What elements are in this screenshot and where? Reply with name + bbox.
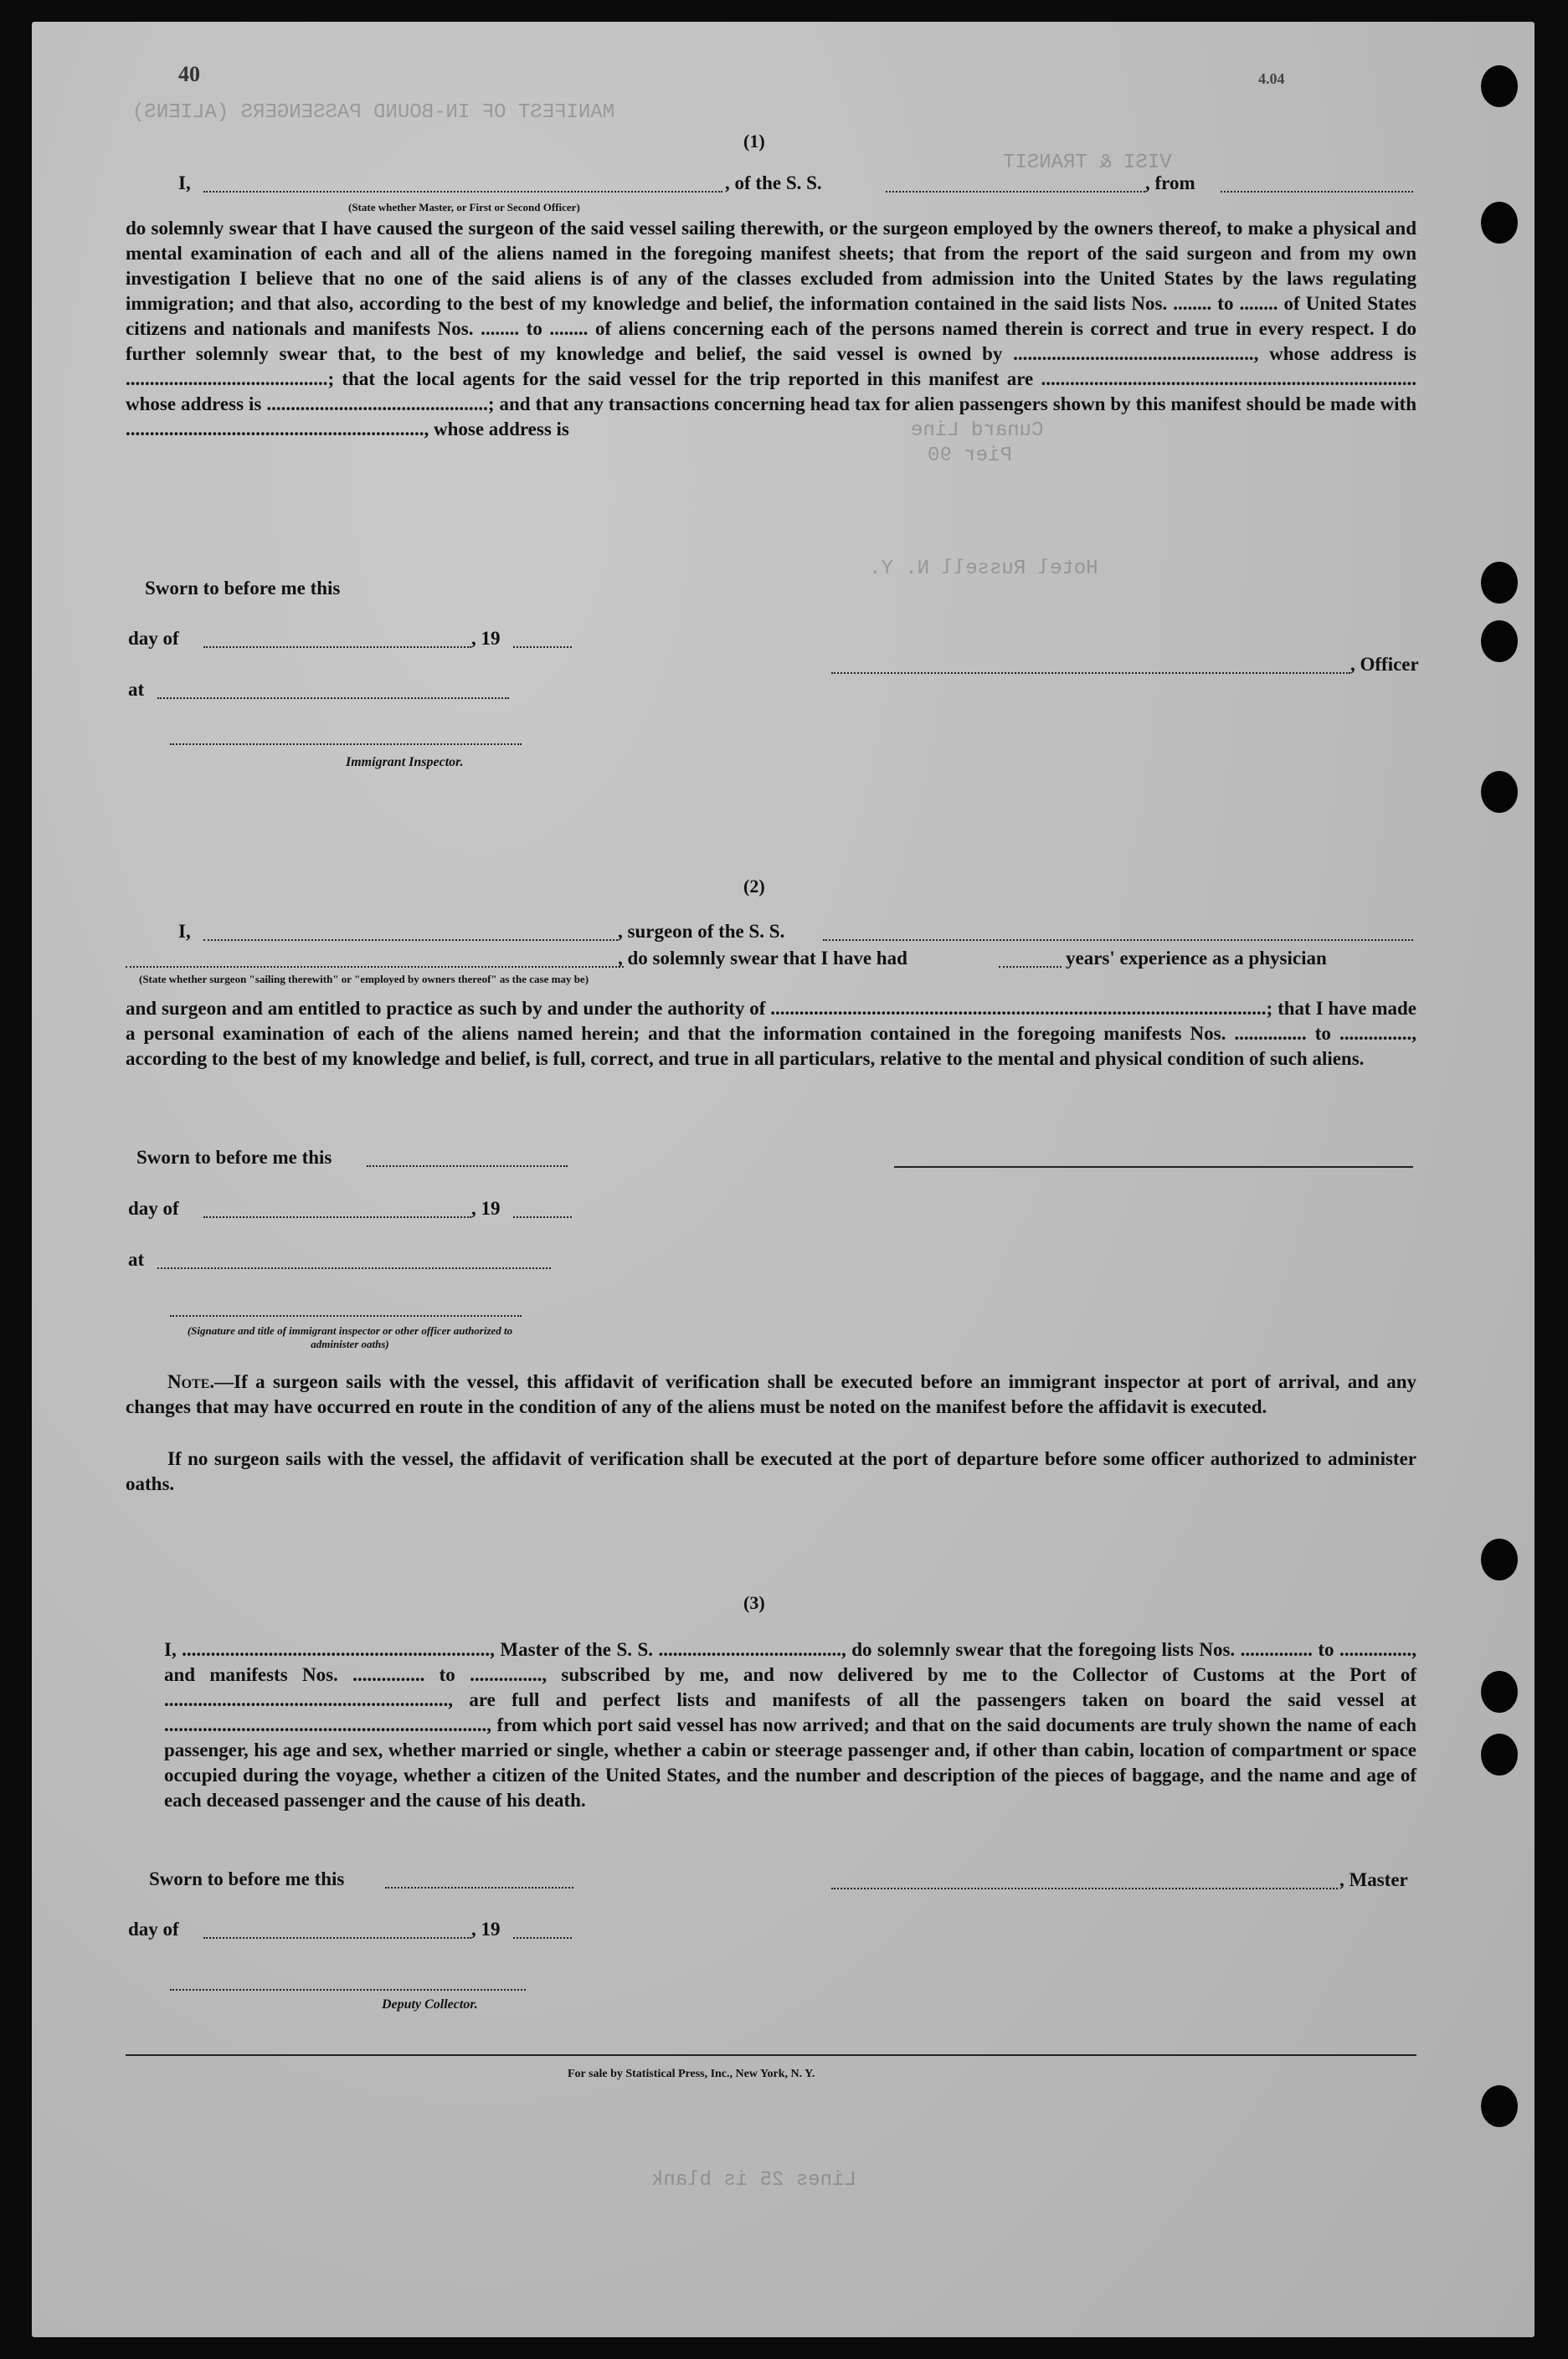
s3-year-blank — [513, 1920, 572, 1944]
s2-at: at — [128, 1249, 145, 1270]
section-1-body: do solemnly swear that I have caused the surgeon of the said vessel sailing therewith, or the surgeon employed by the owners thereof, to make a physical and mental examination of each and all of the aliens named in the foregoing manifest sheets; that from the report of the said surgeon and from my own investigation I believe that no one of the said aliens is of any of the classes excluded from admission into the United States by the laws regulating immigration; and that also, according to the best of my knowledge and belief, the information contained in the said lists Nos. ........ to ........ of United States citizens and nationals and manifests Nos. ........ to ........ of aliens concerning each of the persons named therein is correct and true in every respect. I do further solemnly swear that, to the best of my knowledge and belief, the said vessel is owned by .................................................., whose address is ..........................................; that the local agents for the said vessel for the trip reported in this manifest are .............................................................................. whose address is ..............................................; and that any transactions concerning head tax for alien passengers shown by this manifest should be made with .............................................................., whose address is — [126, 218, 1416, 439]
s2-day-blank — [203, 1200, 471, 1223]
s1-line1-ship-blank — [886, 174, 1145, 198]
binder-hole — [1481, 1671, 1518, 1713]
binder-hole — [1481, 65, 1518, 107]
bleed-through-lines: Lines 25 is blank — [651, 2169, 856, 2192]
s3-day-blank — [203, 1920, 471, 1944]
binder-holes — [1451, 22, 1535, 2337]
s3-deputy-blank — [170, 1972, 526, 1996]
s2-line1-blank — [203, 923, 618, 946]
binder-hole — [1481, 1539, 1518, 1580]
s1-line1-i: I, — [178, 172, 191, 193]
s1-officer: , Officer — [1350, 654, 1419, 675]
s1-line1-from-blank — [1221, 174, 1413, 198]
s2-day-of: day of — [128, 1198, 179, 1219]
binder-hole — [1481, 1734, 1518, 1776]
s2-sworn: Sworn to before me this — [136, 1147, 332, 1168]
bleed-through-line: Cunard Line — [911, 419, 1044, 442]
header-mark-left: 40 — [178, 62, 200, 86]
footer-rule — [126, 2054, 1416, 2056]
bleed-through-transit: VISI & TRANSIT — [1003, 152, 1172, 174]
s2-at-blank — [157, 1251, 551, 1274]
s2-line2-swear: , do solemnly swear that I have had — [618, 948, 907, 969]
s2-signature-note: (Signature and title of immigrant inspector or other officer authorized to administer oaths) — [187, 1324, 513, 1350]
s1-year-blank — [513, 630, 572, 653]
note-text-1: —If a surgeon sails with the vessel, this affidavit of verification shall be executed before an immigrant inspector at port of arrival, and any changes that may have occurred en route in the condition of any of the aliens must be noted on the manifest before the affidavit is executed. — [126, 1371, 1416, 1417]
s2-signature-line — [894, 1149, 1413, 1173]
bleed-through-hotel: Hotel Russell N. Y. — [869, 558, 1098, 580]
s3-year: , 19 — [471, 1919, 501, 1940]
s2-line1-i: I, — [178, 921, 191, 942]
section-3-body: I, ................................................................, Master of the S. S. ......................................, do solemnly swear that the foregoing lists Nos. ............... to ..............., and manifests Nos. ............... to ..............., subscribed by me, and now delivered by me to the Collector of Customs at the Port of ..........................................................., are full and perfect lists and manifests of all the passengers taken on board the said vessel at ..................................................................., from which port said vessel has now arrived; and that on the said documents are truly shown the name of each passenger, his age and sex, whether married or single, whether a cabin or steerage passenger and, if other than cabin, location of compartment or space occupied during the voyage, whether a citizen of the United States, and the number and description of the pieces of baggage, and the name and age of each deceased passenger and the cause of his death. — [164, 1639, 1416, 1811]
binder-hole — [1481, 771, 1518, 813]
s1-inspector-label: Immigrant Inspector. — [346, 755, 464, 769]
note-paragraph-1 — [126, 1370, 1416, 1420]
s2-line1-ss: , surgeon of the S. S. — [618, 921, 785, 942]
s1-day-blank — [203, 630, 471, 653]
s1-year: , 19 — [471, 628, 501, 649]
s2-year: , 19 — [471, 1198, 501, 1219]
section-2-number: (2) — [743, 876, 765, 897]
s1-sworn: Sworn to before me this — [145, 578, 341, 599]
s2-line1-ship-blank — [823, 923, 1413, 946]
s3-master-blank — [831, 1871, 1338, 1894]
s1-at-blank — [157, 681, 509, 704]
s2-year-blank — [513, 1200, 572, 1223]
manifest-page — [32, 22, 1535, 2337]
s2-line2-years: years' experience as a physician — [1066, 948, 1327, 969]
bleed-through-title: MANIFEST OF IN-BOUND PASSENGERS (ALIENS) — [132, 101, 615, 124]
s3-deputy-label: Deputy Collector. — [382, 1997, 478, 2012]
s1-inspector-blank — [170, 727, 522, 750]
s2-signature-blank — [170, 1298, 522, 1322]
s1-day-of: day of — [128, 628, 179, 649]
bleed-through-pier: Pier 90 — [928, 445, 1012, 467]
s2-sworn-blank — [367, 1149, 568, 1172]
note-paragraph-2: If no surgeon sails with the vessel, the affidavit of verification shall be executed at the port of departure before some officer authorized to administer oaths. — [126, 1448, 1416, 1494]
s3-sworn: Sworn to before me this — [149, 1868, 345, 1889]
s1-at: at — [128, 679, 145, 700]
s1-line1-blank — [203, 174, 722, 198]
note-label: Note. — [167, 1371, 215, 1392]
footer-imprint: For sale by Statistical Press, Inc., New York, N. Y. — [568, 2068, 815, 2080]
s3-master: , Master — [1339, 1869, 1408, 1890]
binder-hole — [1481, 202, 1518, 244]
s2-line1-note: (State whether surgeon "sailing therewith" or "employed by owners thereof" as the case may be) — [139, 973, 589, 985]
binder-hole — [1481, 620, 1518, 662]
s2-line2-blank — [126, 949, 624, 973]
s1-officer-blank — [831, 655, 1350, 679]
section-2-body: and surgeon and am entitled to practice as such by and under the authority of .......................................................................................................; that I have made a personal examination of each of the aliens named herein; and that the information contained in the foregoing manifests Nos. ............... to ..............., according to the best of my knowledge and belief, is full, correct, and true in all particulars, relative to the mental and physical condition of such aliens. — [126, 998, 1416, 1069]
header-mark-right: 4.04 — [1258, 70, 1285, 87]
s1-line1-note: (State whether Master, or First or Second Officer) — [348, 201, 580, 213]
s3-sworn-blank — [385, 1870, 573, 1894]
section-3-number: (3) — [743, 1592, 765, 1613]
s1-line1-ss: , of the S. S. — [725, 172, 822, 193]
s2-years-blank — [999, 949, 1062, 973]
section-1-number: (1) — [743, 131, 765, 152]
s1-line1-from: , from — [1145, 172, 1195, 193]
s3-day-of: day of — [128, 1919, 179, 1940]
binder-hole — [1481, 562, 1518, 604]
binder-hole — [1481, 2085, 1518, 2127]
